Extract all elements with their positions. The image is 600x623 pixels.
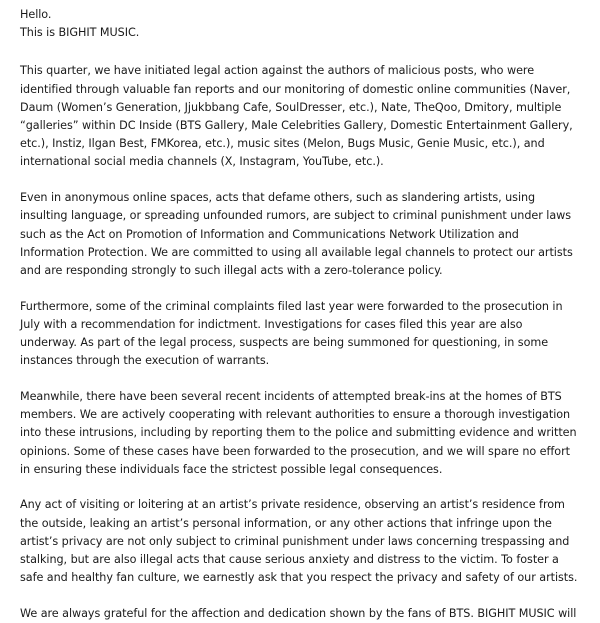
- greeting-hello: Hello.: [20, 8, 52, 21]
- greeting: [20, 6, 580, 42]
- paragraph-break-ins: Meanwhile, there have been several recent incidents of attempted break-ins at the homes of BTS members. We are actively cooperating with relevant authorities to ensure a thorough investigation into these intrusions, including by reporting them to the police and submitting evidence and written opinions. Some of these cases have been forwarded to the prosecution, and we will spare no effort in ensuring these individuals face the strictest possible legal consequences.: [20, 389, 577, 476]
- paragraph-closing: We are always grateful for the affection and dedication shown by the fans of BTS. BIGHIT MUSIC will: [20, 606, 577, 620]
- paragraph-legal-action: This quarter, we have initiated legal action against the authors of malicious posts, who were identified through valuable fan reports and our monitoring of domestic online communities (Naver, Daum (Women’s Generation, Jjukbbang Cafe, SoulDresser, etc.), Nate, TheQoo, Dmitory, multiple “galleries” within DC Inside (BTS Gallery, Male Celebrities Gallery, Domestic Entertainment Gallery, etc.), Instiz, Ilgan Best, FMKorea, etc.), music sites (Melon, Bugs Music, Genie Music, etc.), and international social media channels (X, Instagram, YouTube, etc.).: [20, 64, 573, 169]
- greeting-company: This is BIGHIT MUSIC.: [20, 26, 140, 40]
- paragraph-privacy-request: Any act of visiting or loitering at an artist’s private residence, observing an artist’s residence from the outside, leaking an artist’s personal information, or any other actions that infringe upon the artist’s privacy are not only subject to criminal punishment under laws concerning trespassing and stalking, but are also illegal acts that cause serious anxiety and distress to the victim. To foster a safe and healthy fan culture, we earnestly ask that you respect the privacy and safety of our artists.: [20, 498, 578, 585]
- paragraph-prosecution-update: Furthermore, some of the criminal complaints filed last year were forwarded to the prosecution in July with a recommendation for indictment. Investigations for cases filed this year are also underway. As part of the legal process, suspects are being summoned for questioning, in some instances through the execution of warrants.: [20, 299, 563, 368]
- paragraph-defamation-law: Even in anonymous online spaces, acts that defame others, such as slandering artists, using insulting language, or spreading unfounded rumors, are subject to criminal punishment under laws such as the Act on Promotion of Information and Communications Network Utilization and Information Protection. We are committed to using all available legal channels to protect our artists and are responding strongly to such illegal acts with a zero-tolerance policy.: [20, 191, 573, 277]
